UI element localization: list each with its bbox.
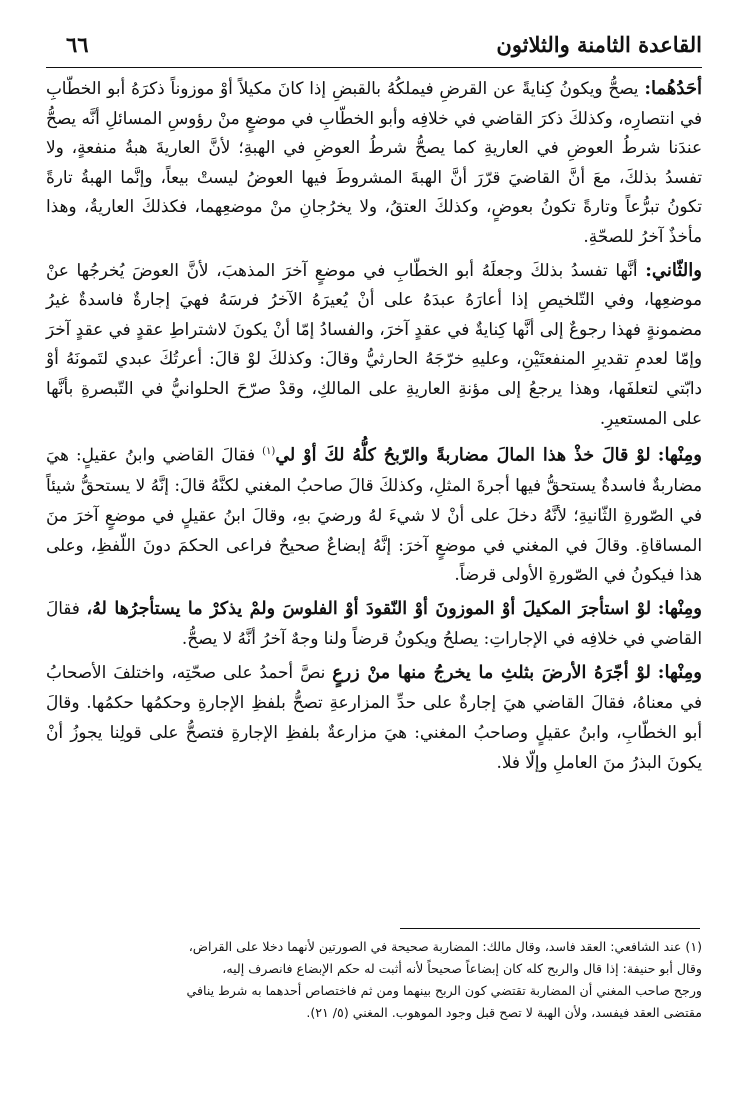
paragraph-text: فقالَ القاضي وابنُ عقيلٍ: هيَ مضاربةٌ فاسدةٌ يستحقُّ فيها أجرةَ المثلِ، وكذلكَ قالَ صاحبُ المغني لكنَّهُ قالَ: إنَّهُ لا يستحقُّ شيئاً في الصّورةِ الثّانيةِ؛ لأنَّهُ دخلَ على أنْ لا شيءَ لهُ ورضيَ بهِ، وقالَ ابنُ عقيلٍ في موضعٍ آخرَ منَ المساقاةِ. وقالَ في المغني في موضعٍ آخرَ: إنَّهُ إبضاعٌ صحيحٌ فراعى الحكمَ دونَ اللّفظِ، وعلى هذا فيكونُ في الصّورةِ الأولى قرضاً. (46, 444, 702, 585)
paragraph-text: أنَّها تفسدُ بذلكَ وجعلَهُ أبو الخطّابِ في موضعٍ آخرَ المذهبَ، لأنَّ العوضَ يُخرجُها عنْ موضعِها، وفي التّلخيصِ إذا أعارَهُ عبدَهُ على أنْ يُعيرَهُ الآخرُ فرسَهُ فهيَ إجارةٌ فاسدةٌ غيرُ مضمونةٍ فهذا رجوعٌ إلى أنَّها كِنايةٌ في عقدٍ آخرَ، والفسادُ إمّا أنْ يكونَ لاشتراطِ عقدٍ في عقدٍ آخرَ وإمّا لعدمِ تقديرِ المنفعتَيْنِ، وعليهِ خرّجَهُ الحارثيُّ وقالَ: وكذلكَ لوْ قالَ: أعرتُكَ عبدي لتَمونَهُ أوْ دابّتي لتعلفَها، وهذا يرجعُ إلى مؤنةِ العاريةِ على المالكِ، وقدْ صرّحَ الحلوانيُّ في التّبصرةِ بأنَّها على المستعيرِ. (46, 259, 702, 428)
case-statement: لوْ قالَ خذْ هذا المالَ مضاربةً والرّبحُ كلُّهُ لكَ أوْ لي (275, 445, 651, 466)
page-header (46, 28, 702, 68)
header-rule (46, 67, 702, 68)
footnotes (46, 936, 702, 1024)
paragraph-lead: أحَدُهُما: (644, 78, 702, 99)
case-statement: لوْ استأجرَ المكيلَ أوْ الموزونَ أوْ النّقودَ أوْ الفلوسَ ولمْ يذكرْ ما يستأجرُها لهُ، (86, 598, 652, 619)
paragraph-land-lease (46, 658, 702, 777)
footnote-line: وقال أبو حنيفة: إذا قال والربح كله كان إبضاعاً صحيحاً لأنه أثبت له حكم الإبضاع فانصرف إليه، (222, 961, 702, 976)
paragraph-text: نصَّ أحمدُ على صحّتِه، واختلفَ الأصحابُ في معناهُ، فقالَ القاضي هيَ إجارةٌ على حدِّ المزارعةِ تصحُّ بلفظِ الإجارةِ وحكمُها حكمُها. وقالَ أبو الخطّابِ، وابنُ عقيلٍ وصاحبُ المغني: هيَ مزارعةٌ بلفظِ الإجارةِ فتصحُّ على قولِنا يجوزُ أنْ يكونَ البذرُ منَ العاملِ وإلّا فلا. (46, 661, 702, 772)
case-statement: لوْ أجّرَهُ الأرضَ بثلثِ ما يخرجُ منها منْ زرعٍ (332, 662, 651, 683)
paragraph-text: يصحُّ ويكونُ كِنايةً عن القرضِ فيملكُهُ بالقبضِ إذا كانَ مكيلاً أوْ موزوناً ذكرَهُ أبو الخطّابِ في انتصارِه، وكذلكَ ذكرَ القاضي في خلافِه وأبو الخطّابِ في موضعٍ منْ رؤوسِ المسائلِ أنَّه يصحُّ عندَنا شرطُ العوضِ في العاريةِ كما يصحُّ شرطُ العوضِ في الهبةِ؛ لأنَّ العاريةَ هبةُ منفعةٍ، ولا تفسدُ بذلكَ، معَ أنَّ القاضيَ قرّرَ أنَّ الهبةَ المشروطَ فيها العوضُ ليستْ بيعاً، وإنَّما الهبةُ تارةً تكونُ تبرُّعاً وتارةً تكونُ بعوضٍ، وكذلكَ العتقُ، ولا يخرُجانِ منْ موضعِهما، فكذلكَ العاريةُ، وهذا مأخذٌ آخرُ للصحّةِ. (46, 78, 702, 246)
paragraph-text: فقالَ القاضي في خلافِه في الإجاراتِ: يصلحُ ويكونُ قرضاً ولنا وجهٌ آخرُ أنَّهُ لا يصحُّ. (46, 597, 702, 649)
running-title: القاعدة الثامنة والثلاثون (496, 32, 702, 57)
main-text (46, 74, 702, 781)
footnote-separator (400, 928, 700, 929)
paragraph-second-view (46, 256, 702, 434)
paragraph-lead: ومِنْها: (657, 444, 702, 466)
footnote-reference[interactable]: (١) (262, 446, 276, 458)
paragraph-lead: والثّاني: (645, 259, 702, 281)
paragraph-lead: ومِنْها: (657, 661, 702, 683)
footnote-line: مقتضى العقد فيفسد، ولأن الهبة لا تصح قبل وجود الموهوب. المغني (٥/ ٢١). (306, 1005, 702, 1020)
paragraph-lead: ومِنْها: (657, 597, 702, 619)
paragraph-first-view (46, 74, 702, 252)
footnote-line: (١) عند الشافعي: العقد فاسد، وقال مالك: المضاربة صحيحة في الصورتين لأنهما دخلا على القراض، (188, 939, 702, 954)
paragraph-mudaraba (46, 437, 702, 590)
paragraph-ijara-money (46, 594, 702, 654)
footnote-line: ورجح صاحب المغني أن المضاربة تقتضي كون الربح بينهما ومن ثم فاختصاص أحدهما به شرط ينافي (186, 983, 702, 998)
page-number: ٦٦ (66, 32, 89, 57)
